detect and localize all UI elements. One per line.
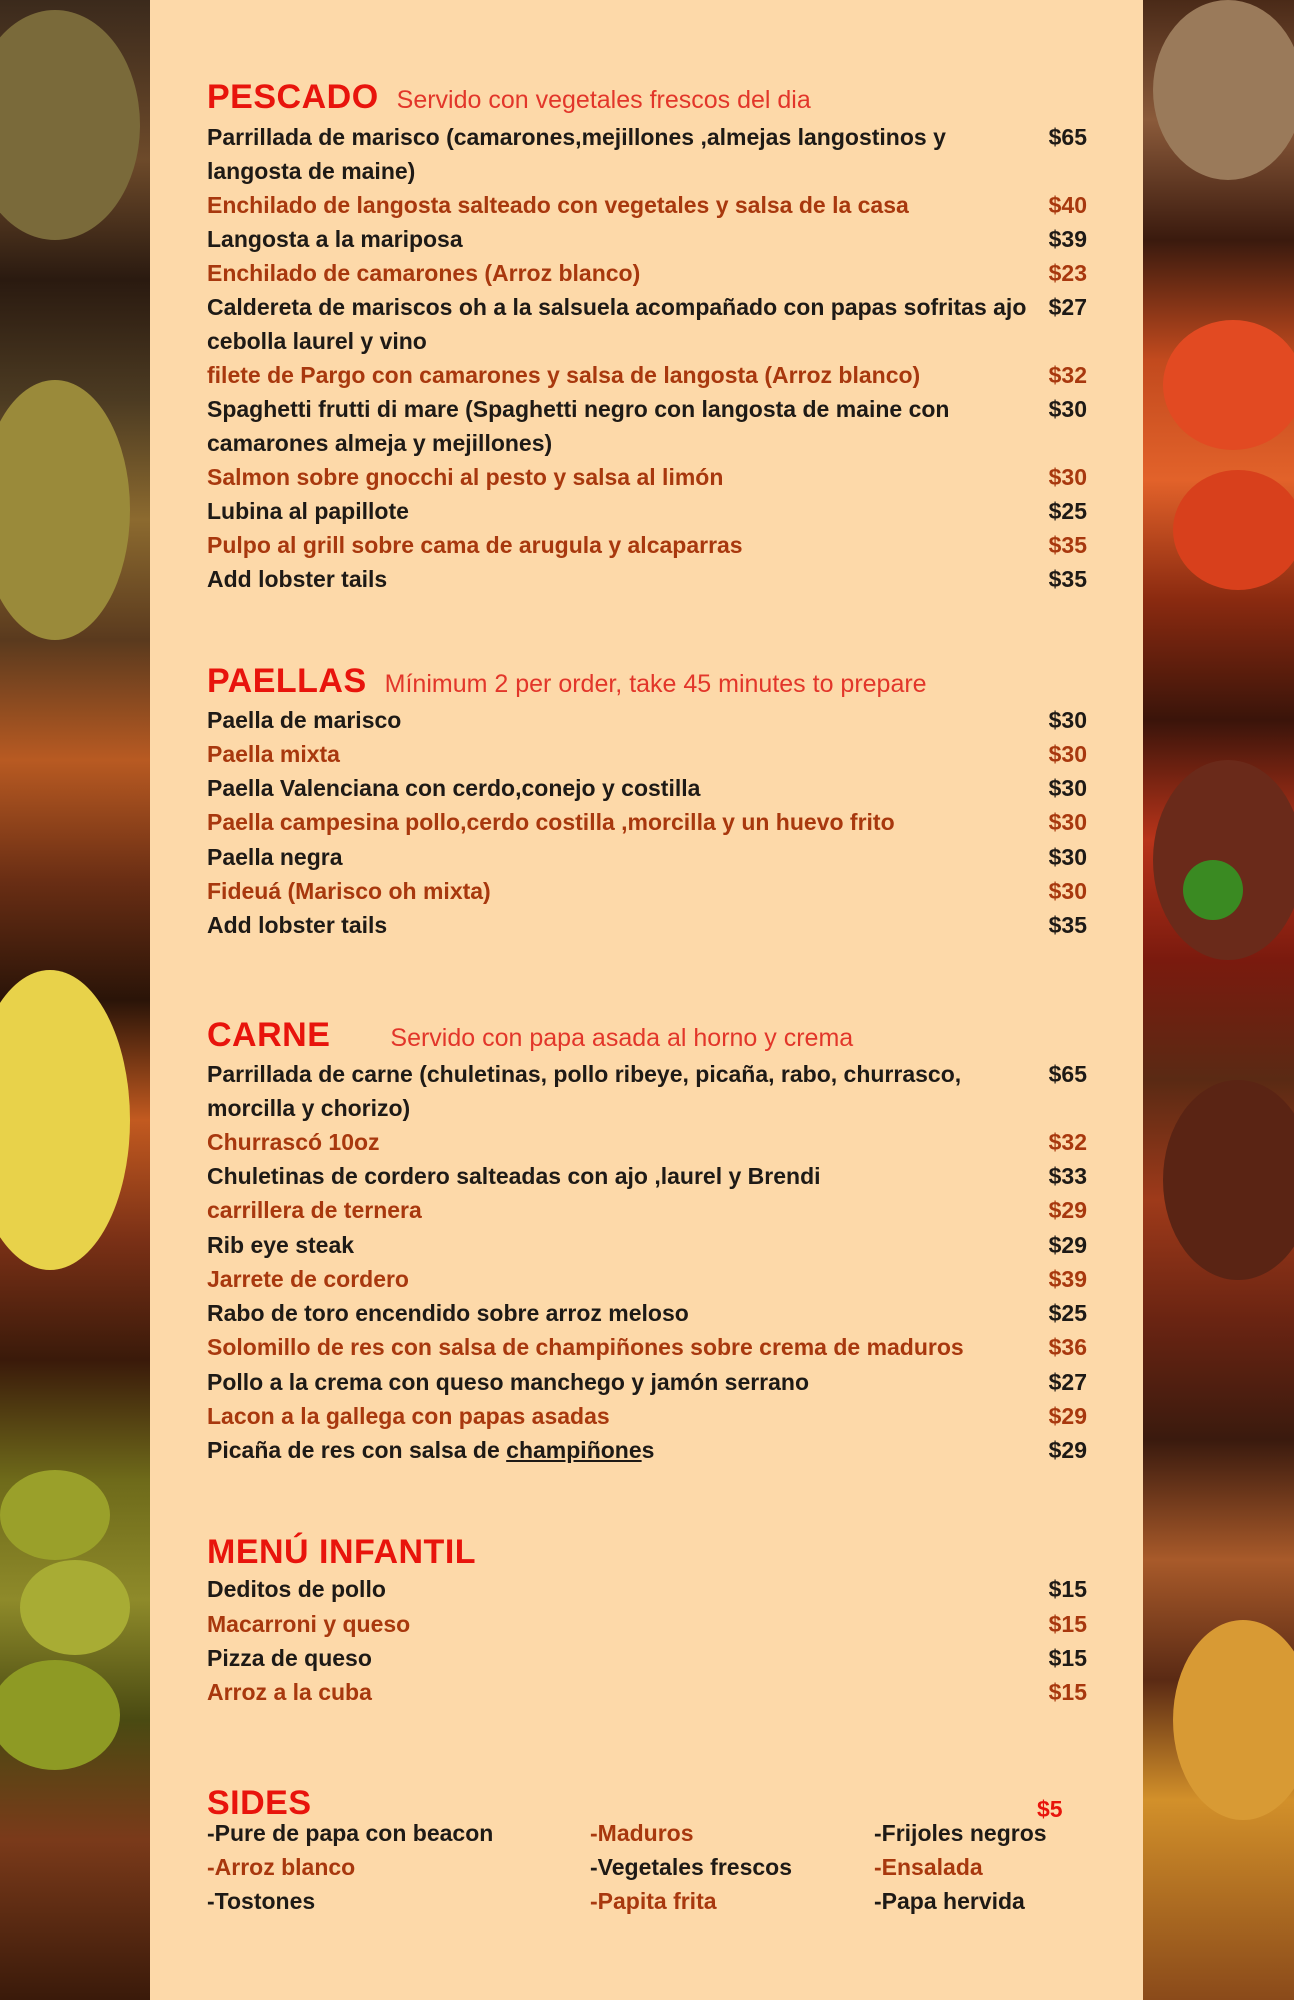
item-price: $15 <box>1048 1679 1087 1705</box>
paellas-subtitle: Mínimum 2 per order, take 45 minutes to prepare <box>384 670 927 698</box>
pescado-item <box>207 222 1087 256</box>
carne-item <box>207 1433 1087 1467</box>
item-price: $27 <box>1048 1369 1087 1395</box>
item-price: $30 <box>1048 775 1087 801</box>
side-item: -Maduros <box>590 1820 694 1846</box>
item-name: Picaña de res con salsa de champiñones <box>207 1437 655 1463</box>
item-name-underlined: champiñone <box>506 1437 642 1463</box>
item-price: $30 <box>1048 464 1087 490</box>
item-name: Pulpo al grill sobre cama de arugula y alcaparras <box>207 532 743 558</box>
side-item: -Frijoles negros <box>874 1820 1047 1846</box>
item-price: $29 <box>1048 1232 1087 1258</box>
item-name: Chuletinas de cordero salteadas con ajo ,laurel y Brendi <box>207 1163 821 1189</box>
item-name: Lacon a la gallega con papas asadas <box>207 1403 610 1429</box>
item-name: filete de Pargo con camarones y salsa de langosta (Arroz blanco) <box>207 362 921 388</box>
side-item: -Pure de papa con beacon <box>207 1820 494 1846</box>
paellas-title: PAELLAS <box>207 662 367 700</box>
item-name: Paella de marisco <box>207 707 402 733</box>
carne-item <box>207 1399 1087 1433</box>
item-price: $35 <box>1048 566 1087 592</box>
paellas-item <box>207 874 1087 908</box>
item-name: Pizza de queso <box>207 1645 372 1671</box>
infantil-item <box>207 1572 1087 1606</box>
infantil-item <box>207 1675 1087 1709</box>
pescado-item <box>207 188 1087 222</box>
item-price: $39 <box>1048 1266 1087 1292</box>
pescado-item <box>207 358 1087 392</box>
item-price: $35 <box>1048 912 1087 938</box>
item-price: $65 <box>1048 124 1087 150</box>
carne-item <box>207 1159 1087 1193</box>
item-price: $40 <box>1048 192 1087 218</box>
paellas-item <box>207 703 1087 737</box>
item-price: $30 <box>1048 878 1087 904</box>
item-price: $25 <box>1048 498 1087 524</box>
paellas-item <box>207 805 1087 839</box>
item-price: $30 <box>1048 809 1087 835</box>
item-name: carrillera de ternera <box>207 1197 422 1223</box>
item-price: $30 <box>1048 396 1087 422</box>
item-price: $15 <box>1048 1576 1087 1602</box>
item-price: $15 <box>1048 1611 1087 1637</box>
carne-item <box>207 1330 1087 1364</box>
item-name-tail: s <box>641 1437 655 1463</box>
infantil-header <box>207 1533 476 1572</box>
item-price: $36 <box>1048 1334 1087 1360</box>
side-item: -Vegetales frescos <box>590 1854 793 1880</box>
item-name: Salmon sobre gnocchi al pesto y salsa al limón <box>207 464 724 490</box>
item-name: Paella Valenciana con cerdo,conejo y costilla <box>207 775 701 801</box>
menu-panel <box>150 0 1143 2000</box>
side-item: -Papa hervida <box>874 1888 1025 1914</box>
paellas-item <box>207 840 1087 874</box>
item-name: Pollo a la crema con queso manchego y jamón serrano <box>207 1369 810 1395</box>
item-price: $15 <box>1048 1645 1087 1671</box>
item-price: $29 <box>1048 1403 1087 1429</box>
item-name: Rib eye steak <box>207 1232 355 1258</box>
pescado-item <box>207 256 1087 290</box>
item-name: Paella negra <box>207 844 343 870</box>
pescado-title: PESCADO <box>207 78 379 116</box>
item-name: Paella campesina pollo,cerdo costilla ,morcilla y un huevo frito <box>207 809 895 835</box>
item-name: Paella mixta <box>207 741 340 767</box>
pescado-item <box>207 528 1087 562</box>
carne-item <box>207 1057 1087 1125</box>
side-item: -Papita frita <box>590 1888 717 1914</box>
item-price: $23 <box>1048 260 1087 286</box>
item-price: $30 <box>1048 707 1087 733</box>
item-price: $30 <box>1048 741 1087 767</box>
pescado-item <box>207 562 1087 596</box>
item-name: Enchilado de langosta salteado con vegetales y salsa de la casa <box>207 192 909 218</box>
pescado-item <box>207 392 1087 460</box>
item-price: $35 <box>1048 532 1087 558</box>
side-item: -Tostones <box>207 1888 316 1914</box>
item-price: $29 <box>1048 1197 1087 1223</box>
side-item: -Ensalada <box>874 1854 983 1880</box>
carne-item <box>207 1262 1087 1296</box>
food-photo-right <box>1143 0 1294 2000</box>
pescado-subtitle: Servido con vegetales frescos del dia <box>396 86 811 114</box>
item-name: Rabo de toro encendido sobre arroz meloso <box>207 1300 689 1326</box>
carne-item <box>207 1365 1087 1399</box>
carne-item <box>207 1125 1087 1159</box>
sides-title: SIDES <box>207 1784 312 1822</box>
item-price: $25 <box>1048 1300 1087 1326</box>
item-price: $32 <box>1048 1129 1087 1155</box>
item-price: $65 <box>1048 1061 1087 1087</box>
infantil-item <box>207 1641 1087 1675</box>
carne-item <box>207 1296 1087 1330</box>
item-name: Parrillada de marisco (camarones,mejillones ,almejas langostinos y langosta de maine) <box>207 124 946 184</box>
item-name: Fideuá (Marisco oh mixta) <box>207 878 491 904</box>
item-name: Add lobster tails <box>207 912 388 938</box>
pescado-item <box>207 290 1087 358</box>
paellas-item <box>207 908 1087 942</box>
item-price: $27 <box>1048 294 1087 320</box>
item-name: Deditos de pollo <box>207 1576 386 1602</box>
infantil-title: MENÚ INFANTIL <box>207 1533 477 1571</box>
item-price: $32 <box>1048 362 1087 388</box>
sides-header <box>207 1784 312 1823</box>
item-name: Add lobster tails <box>207 566 388 592</box>
pescado-header <box>207 78 811 117</box>
paellas-item <box>207 771 1087 805</box>
item-price: $39 <box>1048 226 1087 252</box>
carne-subtitle: Servido con papa asada al horno y crema <box>390 1024 854 1052</box>
side-item: -Arroz blanco <box>207 1854 356 1880</box>
item-name: Jarrete de cordero <box>207 1266 409 1292</box>
carne-title: CARNE <box>207 1016 331 1054</box>
item-name: Arroz a la cuba <box>207 1679 372 1705</box>
item-name: Solomillo de res con salsa de champiñones sobre crema de maduros <box>207 1334 964 1360</box>
paellas-header <box>207 662 927 701</box>
item-price: $33 <box>1048 1163 1087 1189</box>
item-name: Macarroni y queso <box>207 1611 411 1637</box>
carne-item <box>207 1228 1087 1262</box>
item-name: Lubina al papillote <box>207 498 409 524</box>
item-name: Langosta a la mariposa <box>207 226 463 252</box>
paellas-item <box>207 737 1087 771</box>
carne-item <box>207 1193 1087 1227</box>
pescado-item <box>207 460 1087 494</box>
item-name: Enchilado de camarones (Arroz blanco) <box>207 260 641 286</box>
pescado-item <box>207 120 1087 188</box>
item-price: $30 <box>1048 844 1087 870</box>
pescado-item <box>207 494 1087 528</box>
sides-price: $5 <box>1037 1796 1063 1822</box>
item-price: $29 <box>1048 1437 1087 1463</box>
item-name: Caldereta de mariscos oh a la salsuela acompañado con papas sofritas ajo cebolla laurel y vino <box>207 294 1027 354</box>
item-name: Churrascó 10oz <box>207 1129 380 1155</box>
item-name: Spaghetti frutti di mare (Spaghetti negro con langosta de maine con camarones almeja y mejillones) <box>207 396 950 456</box>
carne-header <box>207 1016 853 1055</box>
food-photo-left <box>0 0 150 2000</box>
item-name: Parrillada de carne (chuletinas, pollo ribeye, picaña, rabo, churrasco, morcilla y chorizo) <box>207 1061 962 1121</box>
infantil-item <box>207 1607 1087 1641</box>
